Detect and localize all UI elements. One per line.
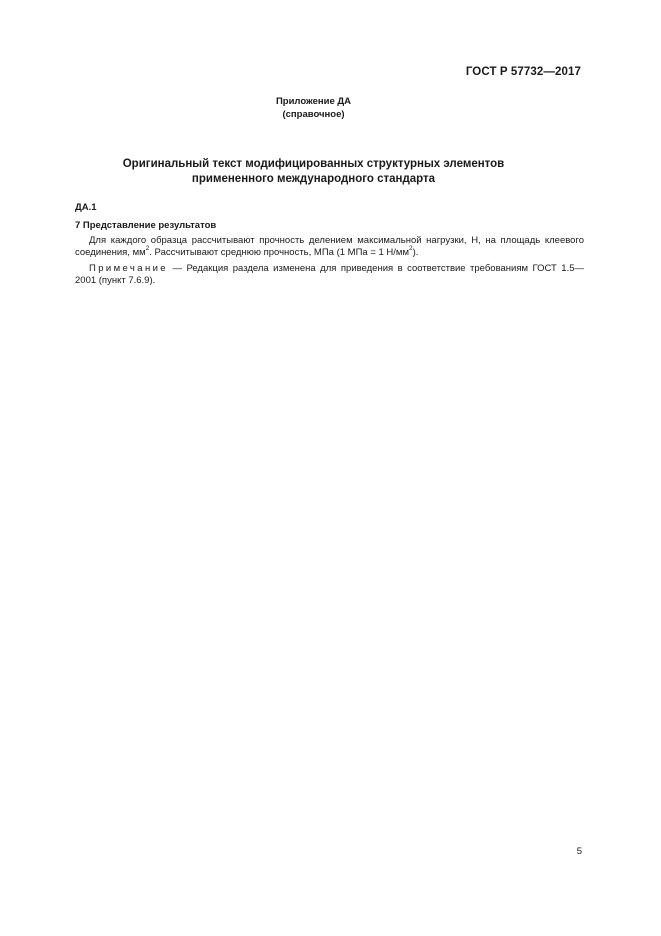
appendix-header	[0, 95, 627, 121]
page-number: 5	[576, 846, 582, 857]
paragraph-text-c: ).	[412, 247, 419, 258]
superscript-b: 2	[409, 244, 413, 252]
paragraph-text-b: . Рассчитывают среднюю прочность, МПа (1 МПа = 1 Н/мм	[149, 247, 409, 258]
main-title-line2: примененного международного стандарта	[191, 173, 436, 185]
superscript-a: 2	[145, 244, 150, 252]
document-code: ГОСТ Р 57732—2017	[465, 66, 581, 78]
note-dash: —	[168, 263, 187, 274]
paragraph-results	[75, 235, 584, 259]
main-title-line1: Оригинальный текст модифицированных структурных элементов	[122, 158, 505, 170]
main-title	[0, 157, 627, 187]
appendix-subtitle: (справочное)	[282, 109, 345, 120]
note-text: Редакция раздела изменена для приведения в соответствие требованиям ГОСТ 1.5—2001 (пункт 7.6.9).	[75, 263, 585, 286]
appendix-title: Приложение ДА	[275, 96, 352, 107]
paragraph-text-a: Для каждого образца рассчитывают прочность делением максимальной нагрузки, Н, на площадь клеевого соединения, мм	[75, 235, 584, 258]
note-label: Примечание	[89, 263, 168, 274]
note-paragraph	[75, 263, 584, 287]
section-id: ДА.1	[75, 202, 97, 213]
section-heading: 7 Представление результатов	[75, 220, 217, 231]
